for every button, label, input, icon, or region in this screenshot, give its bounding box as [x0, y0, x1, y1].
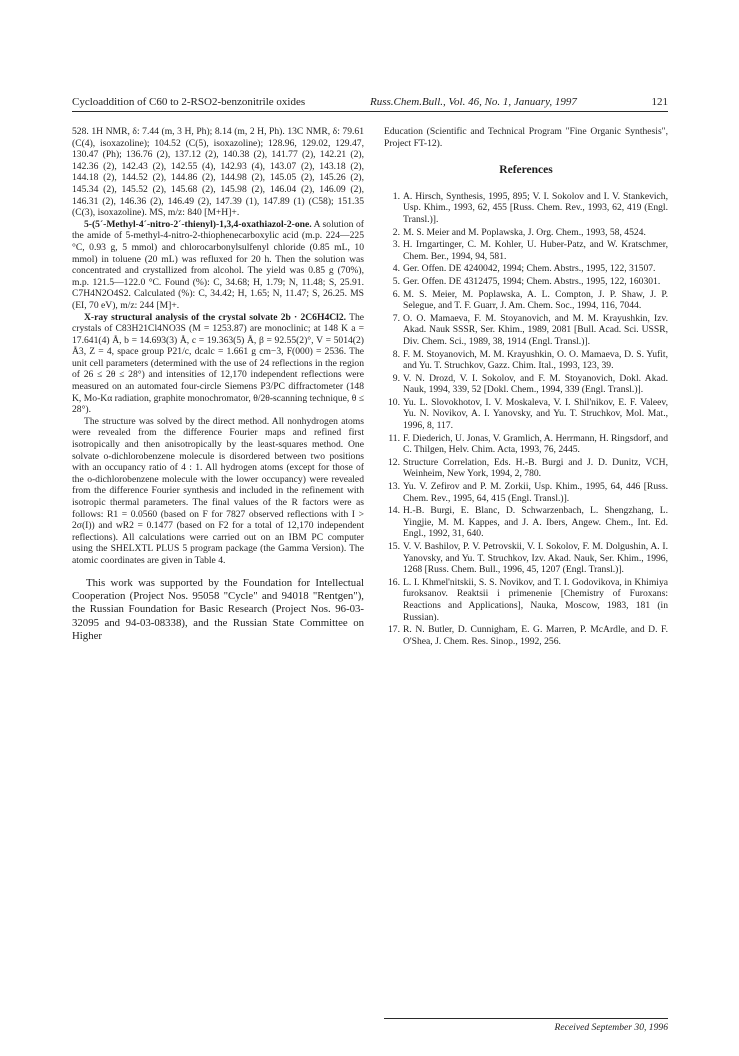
compound-heading: 5-(5´-Methyl-4´-nitro-2´-thienyl)-1,3,4-oxathiazol-2-one. [84, 218, 312, 230]
reference-text: F. Diederich, U. Jonas, V. Gramlich, A. Herrmann, H. Ringsdorf, and C. Thilgen, Helv. Chim. Acta, 1993, 76, 2445. [403, 432, 668, 456]
reference-text: Yu. L. Slovokhotov, I. V. Moskaleva, V. I. Shil'nikov, E. F. Valeev, Yu. N. Novikov, A. I. Yanovsky, and Yu. T. Struchkov, Mol. Mat., 1996, 8, 117. [403, 396, 668, 432]
reference-item [384, 276, 668, 288]
reference-text: H.-B. Burgi, E. Blanc, D. Schwarzenbach, L. Shengzhang, L. Yingjie, M. M. Kappes, and J. A. Ibers, Angew. Chem., Int. Ed. Engl., 1992, 31, 640. [403, 505, 668, 540]
reference-item [384, 349, 668, 372]
reference-text: L. I. Khmel'nitskii, S. S. Novikov, and T. I. Godovikova, in Khimiya furoksanov. Reaktsii i primenenie [Chemistry of Furoxans: Reactions and Applications], Nauka, Moscow, 1983, 181 (in Russian). [403, 576, 668, 623]
nmr-data-paragraph: 528. 1H NMR, δ: 7.44 (m, 3 H, Ph); 8.14 (m, 2 H, Ph). 13C NMR, δ: 79.61 (C(4), isoxazoline); 104.52 (C(5), isoxazoline); 128.96, 129.02, 129.47, 130.47 (Ph); 136.76 (2), 137.12 (2), 140.38 (2), 141.77 (2), 142.21 (2), 142.36 (2), 142.43 (2), 142.55 (4), 142.93 (4), 143.07 (2), 143.18 (2), 144.18 (2), 144.52 (2), 144.86 (2), 144.98 (2), 145.05 (2), 145.26 (2), 145.34 (2), 145.52 (2), 145.68 (2), 145.98 (2), 146.04 (2), 146.09 (2), 146.31 (2), 146.36 (2), 146.49 (2), 147.39 (1), 147.89 (1) (C58); 151.35 (C(3), isoxazoline). MS, m/z: 840 [M+H]+. [72, 126, 364, 219]
xray-paragraph [72, 312, 364, 416]
running-header [72, 95, 668, 109]
reference-text: R. N. Butler, D. Cunnigham, E. G. Marren, P. McArdle, and D. F. O'Shea, J. Chem. Res. Sinop., 1992, 256. [403, 624, 668, 647]
reference-item [384, 624, 668, 647]
reference-number: 16. [388, 576, 400, 588]
acknowledgement-continuation: Education (Scientific and Technical Program "Fine Organic Synthesis", Project FT-12). [384, 126, 668, 149]
reference-number: 12. [388, 456, 400, 468]
reference-item [384, 263, 668, 275]
reference-text: Structure Correlation, Eds. H.-B. Burgi and J. D. Dunitz, VCH, Weinheim, New York, 1994, 2, 780. [403, 456, 668, 480]
reference-number: 3. [392, 239, 400, 251]
references-heading: References [499, 164, 553, 177]
reference-number: 13. [388, 481, 400, 493]
reference-item [384, 191, 668, 226]
reference-item [384, 397, 668, 432]
reference-text: Ger. Offen. DE 4240042, 1994; Chem. Abstrs., 1995, 122, 31507. [403, 263, 656, 275]
reference-item [384, 227, 668, 239]
reference-number: 9. [392, 372, 400, 384]
received-rule [384, 1018, 668, 1019]
header-article-title: Cycloaddition of C60 to 2-RSO2-benzonitrile oxides [72, 96, 306, 108]
reference-item [384, 505, 668, 540]
reference-text: F. M. Stoyanovich, M. M. Krayushkin, O. O. Mamaeva, D. S. Yufit, and Yu. T. Struchkov, Gazz. Chim. Ital., 1993, 123, 39. [403, 348, 668, 372]
reference-item [384, 373, 668, 396]
reference-number: 14. [388, 505, 400, 517]
reference-item [384, 289, 668, 312]
reference-item [384, 541, 668, 576]
reference-number: 11. [388, 432, 400, 444]
acknowledgement-paragraph: This work was supported by the Foundation for Intellectual Cooperation (Project Nos. 95058 "Cycle" and 94018 "Rentgen"), the Russian Foundation for Basic Research (Project Nos. 96-03-32095 and 94-03-08338), and the Russian State Committee on Higher [72, 576, 364, 643]
reference-item [384, 457, 668, 480]
reference-text: H. Irngartinger, C. M. Kohler, U. Huber-Patz, and W. Kratschmer, Chem. Ber., 1994, 94, 581. [403, 239, 668, 262]
compound-paragraph [72, 219, 364, 312]
references-list [384, 191, 668, 648]
reference-text: A. Hirsch, Synthesis, 1995, 895; V. I. Sokolov and I. V. Stankevich, Usp. Khim., 1993, 62, 455 [Russ. Chem. Rev., 1993, 62, 419 (Engl. Transl.)]. [403, 190, 668, 225]
reference-text: M. S. Meier, M. Poplawska, A. L. Compton, J. P. Shaw, J. P. Selegue, and T. F. Guarr, J. Am. Chem. Soc., 1994, 116, 7044. [403, 288, 668, 312]
reference-text: V. V. Bashilov, P. V. Petrovskii, V. I. Sokolov, F. M. Dolgushin, A. I. Yanovsky, and Yu. T. Struchkov, Izv. Akad. Nauk, Ser. Khim., 1996, 1268 [Russ. Chem. Bull., 1996, 45, 1207 (Engl. Transl.)]. [403, 541, 668, 576]
reference-text: Yu. V. Zefirov and P. M. Zorkii, Usp. Khim., 1995, 64, 446 [Russ. Chem. Rev., 1995, 64, 415 (Engl. Transl.)]. [403, 481, 668, 504]
reference-number: 1. [392, 190, 400, 202]
xray-text: The crystals of C83H21Cl4NO3S (M = 1253.87) are monoclinic; at 148 K a = 17.641(4) Å, b = 14.693(3) Å, c = 19.363(5) Å, β = 92.55(2)°, V = 5014(2) Å3, Z = 4, space group P21/c, dcalc = 1.661 g cm−3, F(000) = 2536. The unit cell parameters (determined with the use of 24 reflections in the region of 26 ≤ 2θ ≤ 28°) and intensities of 12,170 independent reflections were measured on an automated four-circle Siemens P3/PC diffractometer (148 K, Mo-Kα radiation, graphite monochromator, θ/2θ-scanning technique, θ ≤ 28°). [72, 311, 364, 416]
received-date: Received September 30, 1996 [554, 1022, 668, 1033]
reference-item [384, 433, 668, 456]
right-column [384, 126, 668, 648]
reference-number: 10. [388, 396, 400, 408]
reference-number: 2. [392, 226, 400, 238]
reference-text: Ger. Offen. DE 4312475, 1994; Chem. Abstrs., 1995, 122, 160301. [403, 275, 661, 287]
header-journal-citation: Russ.Chem.Bull., Vol. 46, No. 1, January, 1997 [370, 96, 577, 108]
structure-solution-paragraph: The structure was solved by the direct method. All nonhydrogen atoms were revealed from the difference Fourier maps and refined first isotropically and then anisotropically by the least-squares method. One solvate o-dichlorobenzene molecule is disordered between two positions with an occupancy ratio of 4 : 1. All hydrogen atoms (except for those of the o-dichlorobenzene molecule with the lower occupancy) were revealed from the difference Fourier synthesis and included in the refinement with isotropic thermal parameters. The final values of the R factors were as follows: R1 = 0.0560 (based on F for 7827 observed reflections with I > 2σ(I)) and wR2 = 0.1477 (based on F2 for a total of 12,170 independent reflections). All calculations were carried out on an IBM PC computer using the SHELXTL PLUS 5 program package (the Gamma Version). The atomic coordinates are given in Table 4. [72, 415, 364, 566]
reference-number: 17. [388, 624, 400, 636]
reference-number: 4. [392, 263, 400, 275]
reference-text: O. O. Mamaeva, F. M. Stoyanovich, and M. M. Krayushkin, Izv. Akad. Nauk SSSR, Ser. Khim., 1989, 2081 [Bull. Acad. Sci. USSR, Div. Chem. Sci., 1989, 38, 1914 (Engl. Transl.)]. [403, 312, 668, 347]
reference-text: V. N. Drozd, V. I. Sokolov, and F. M. Stoyanovich, Dokl. Akad. Nauk, 1994, 339, 52 [Dokl. Chem., 1994, 339 (Engl. Transl.)]. [403, 372, 668, 396]
reference-item [384, 313, 668, 348]
header-rule [72, 111, 668, 112]
reference-item [384, 239, 668, 262]
reference-number: 8. [392, 348, 400, 360]
reference-item [384, 481, 668, 504]
reference-number: 7. [392, 312, 400, 324]
page-number: 121 [651, 96, 668, 108]
reference-number: 5. [392, 275, 400, 287]
reference-item [384, 577, 668, 623]
xray-heading: X-ray structural analysis of the crystal solvate 2b · 2C6H4Cl2. [84, 311, 347, 323]
reference-text: M. S. Meier and M. Poplawska, J. Org. Chem., 1993, 58, 4524. [403, 226, 646, 238]
compound-text: A solution of the amide of 5-methyl-4-nitro-2-thiophenecarboxylic acid (m.p. 224—225 °C, 0.93 g, 5 mmol) and chlorocarbonylsulfenyl chloride (0.85 mL, 10 mmol) in toluene (20 mL) was refluxed for 20 h. Then the solution was concentrated and crystallized from alcohol. The yield was 0.85 g (70%), m.p. 121.5—122.0 °C. Found (%): C, 34.68; H, 1.79; N, 11.48; S, 25.91. C7H4N2O4S2. Calculated (%): C, 34.42; H, 1.65; N, 11.47; S, 26.25. MS (EI, 70 eV), m/z: 244 [M]+. [72, 218, 364, 311]
left-column [72, 126, 364, 644]
reference-number: 15. [388, 541, 400, 552]
reference-number: 6. [392, 288, 400, 300]
